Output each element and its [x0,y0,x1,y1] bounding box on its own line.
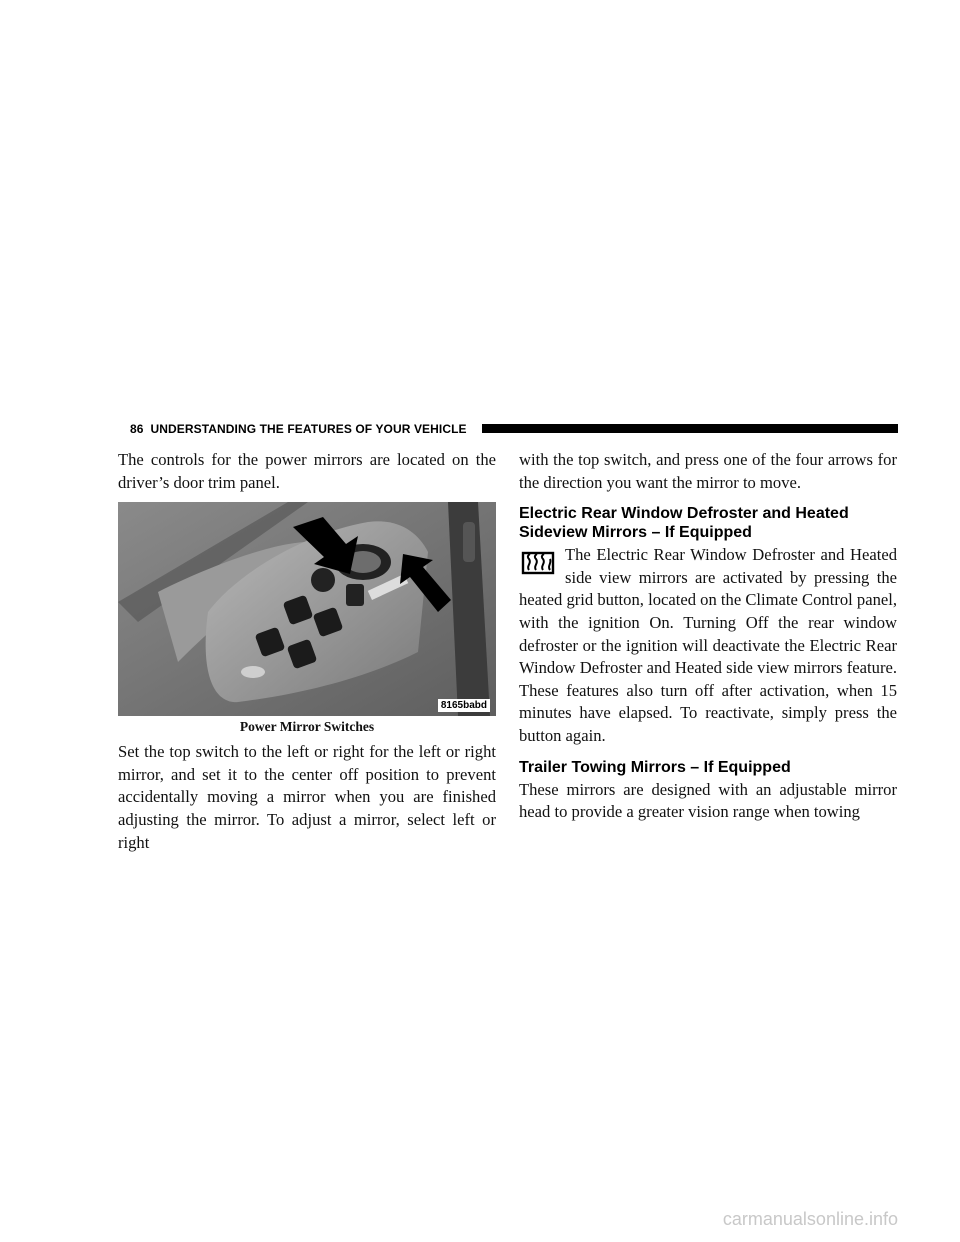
figure-id-label: 8165babd [438,699,490,712]
power-mirror-switches-photo [118,502,496,716]
continuation-paragraph: with the top switch, and press one of the four arrows for the direction you want the mirror to move. [519,450,897,492]
trailer-paragraph: These mirrors are designed with an adjustable mirror head to provide a greater vision range when towing [519,779,897,822]
left-column [118,449,496,854]
defroster-section [519,544,897,747]
rear-defrost-icon [521,550,555,580]
watermark: carmanualsonline.info [722,1209,898,1229]
intro-paragraph: The controls for the power mirrors are located on the driver’s door trim panel. [118,450,496,492]
figure-caption: Power Mirror Switches [239,719,375,735]
door-panel-illustration [118,502,496,716]
defroster-heading: Electric Rear Window Defroster and Heated Sideview Mirrors – If Equipped [519,505,849,542]
right-column [519,449,897,824]
page-header-text [130,422,467,436]
page-number: 86 [130,422,144,436]
page-header [130,420,898,440]
trailer-heading: Trailer Towing Mirrors – If Equipped [519,758,791,776]
header-rule [482,424,898,433]
mirror-adjust-paragraph: Set the top switch to the left or right for the left or right mirror, and set it to the center off position to prevent accidentally moving a mirror when you are finished adjusting the mirror. To adjust a mirror, select left or right [118,742,496,852]
section-title: UNDERSTANDING THE FEATURES OF YOUR VEHICLE [150,422,467,436]
defroster-paragraph: The Electric Rear Window Defroster and Heated side view mirrors are activated by pressing the heated grid button, located on the Climate Control panel, with the ignition On. Turning Off the rear window defroster or the ignition will deactivate the Electric Rear Window Defroster and Heated side view mirrors feature. These features also turn off after activation, when 15 minutes have elapsed. To reactivate, simply press the button again. [519,545,897,745]
